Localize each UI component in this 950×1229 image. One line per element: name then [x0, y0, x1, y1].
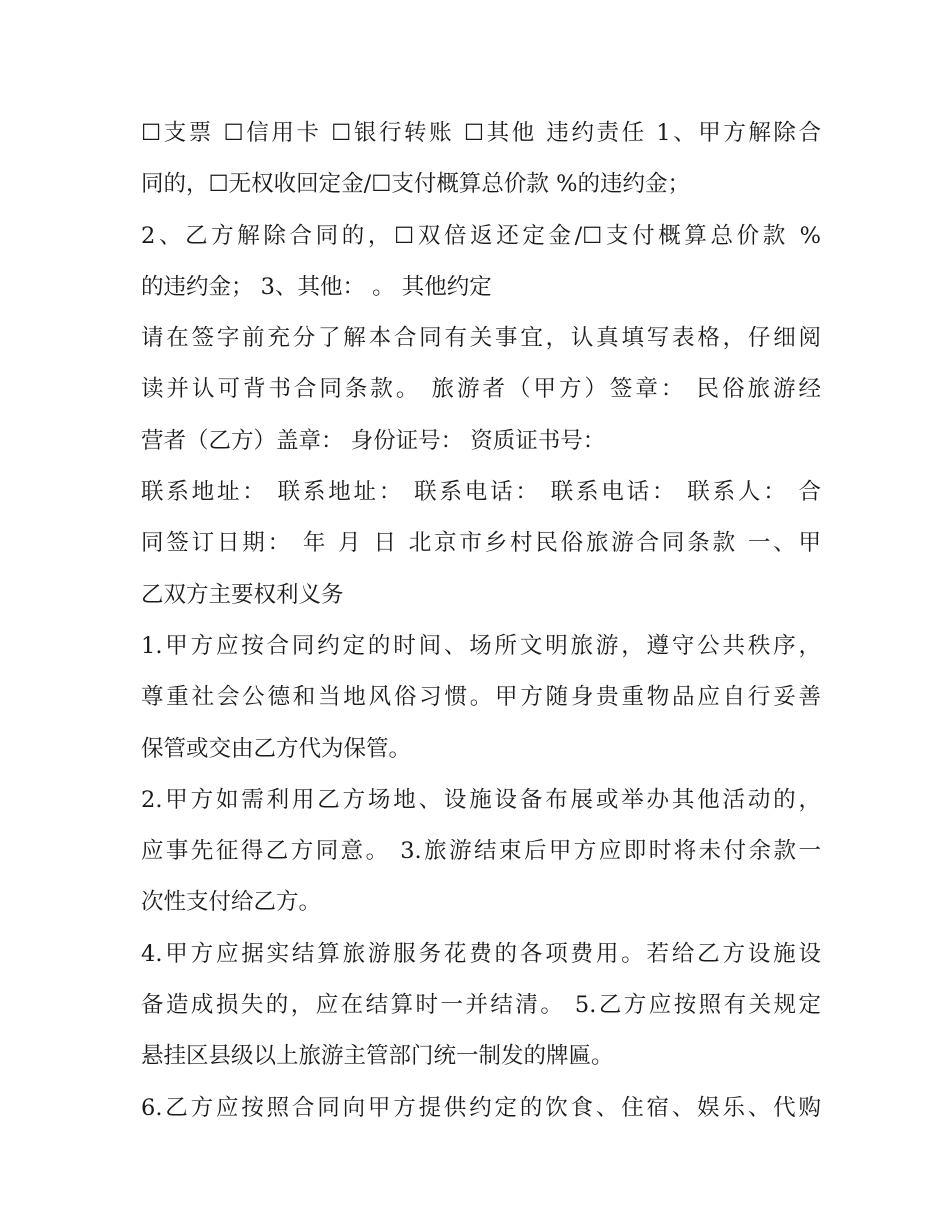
text-line: 读并认可背书合同条款。 旅游者（甲方）签章： 民俗旅游经 [141, 376, 821, 403]
text-line: 2.甲方如需利用乙方场地、设施设备布展或举办其他活动的， [141, 786, 821, 813]
text-line: 保管或交由乙方代为保管。 [141, 735, 412, 762]
text-line: 同的，☐无权收回定金/☐支付概算总价款 %的违约金； [141, 171, 690, 198]
text-line: 乙双方主要权利义务 [141, 581, 344, 608]
text-line: 请在签字前充分了解本合同有关事宜，认真填写表格，仔细阅 [141, 325, 821, 352]
text-line: 6.乙方应按照合同向甲方提供约定的饮食、住宿、娱乐、代购 [141, 1094, 821, 1121]
text-line: 的违约金； 3、其他： 。 其他约定 [141, 273, 492, 300]
text-line: 悬挂区县级以上旅游主管部门统一制发的牌匾。 [141, 1043, 614, 1070]
document-body [141, 108, 821, 1134]
text-line: 4.甲方应据实结算旅游服务花费的各项费用。若给乙方设施设 [141, 940, 821, 967]
text-line: 营者（乙方）盖章： 身份证号： 资质证书号： [141, 427, 606, 454]
text-line: 同签订日期： 年 月 日 北京市乡村民俗旅游合同条款 一、甲 [141, 530, 821, 557]
text-line: ☐支票 ☐信用卡 ☐银行转账 ☐其他 违约责任 1、甲方解除合 [141, 120, 821, 146]
text-line: 2、乙方解除合同的，☐双倍返还定金/☐支付概算总价款 % [141, 222, 821, 249]
text-line: 联系地址： 联系地址： 联系电话： 联系电话： 联系人： 合 [141, 479, 821, 506]
text-line: 应事先征得乙方同意。 3.旅游结束后甲方应即时将未付余款一 [141, 838, 821, 865]
text-line: 尊重社会公德和当地风俗习惯。甲方随身贵重物品应自行妥善 [141, 684, 821, 711]
text-line: 1.甲方应按合同约定的时间、场所文明旅游，遵守公共秩序， [141, 632, 821, 659]
text-line: 次性支付给乙方。 [141, 889, 322, 916]
text-line: 备造成损失的，应在结算时一并结清。 5.乙方应按照有关规定 [141, 992, 821, 1019]
